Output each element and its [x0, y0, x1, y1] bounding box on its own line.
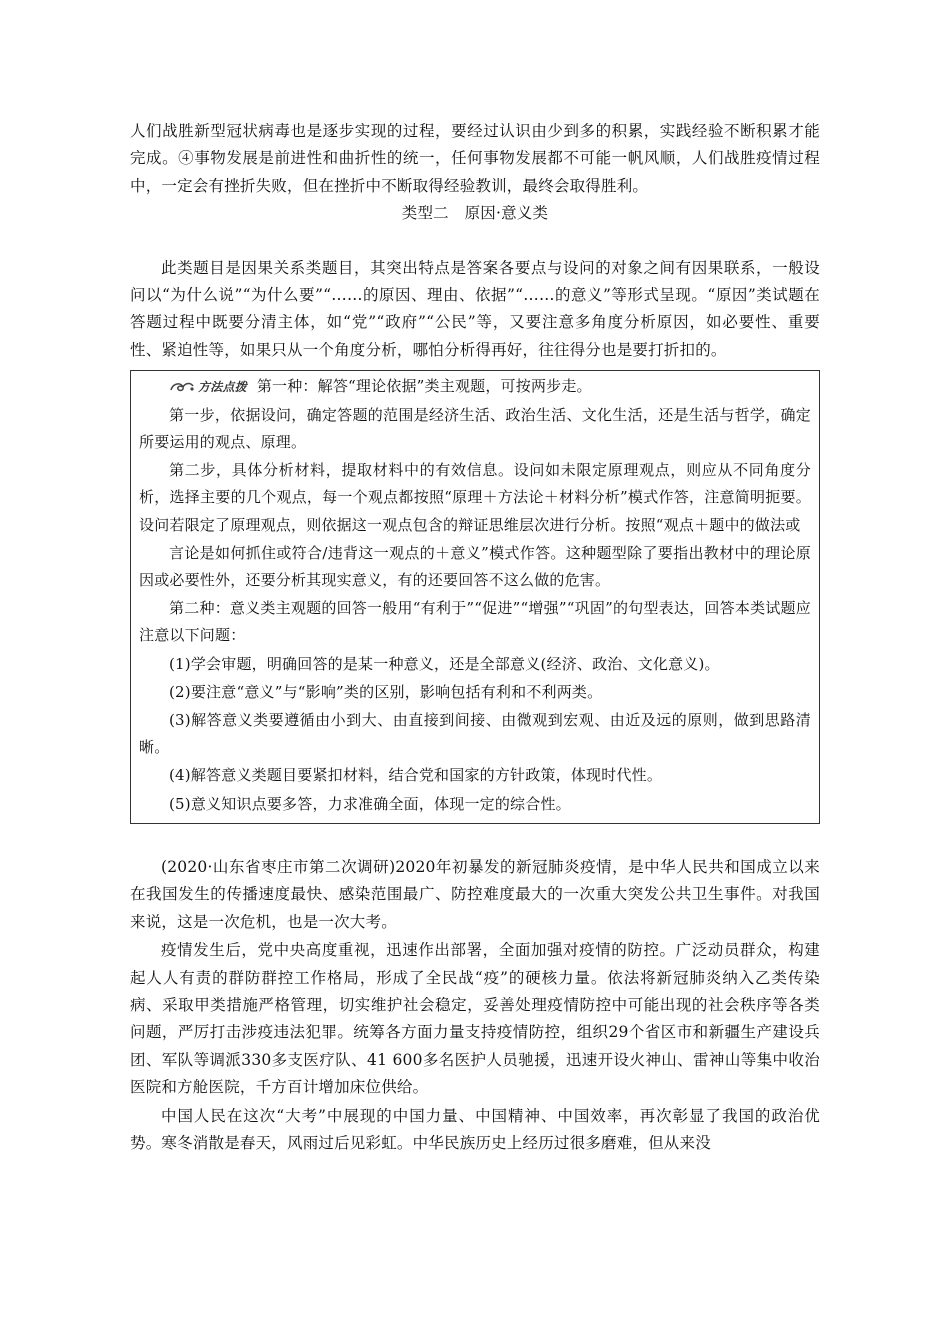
intro-paragraph: 此类题目是因果关系类题目，其突出特点是答案各要点与设问的对象之间有因果联系，一般设问以“为什么说”“为什么要”“……的原因、理由、依据”“……的意义”等形式呈现。“原因”类试题在答题过程中既要分清主体，如“党”“政府”“公民”等，又要注意多角度分析原因，如必要性、重要性、紧迫性等，如果只从一个角度分析，哪怕分析得再好，往往得分也是要打折扣的。 [130, 258, 820, 359]
top-paragraph: 人们战胜新型冠状病毒也是逐步实现的过程，要经过认识由少到多的积累，实践经验不断积累才能完成。④事物发展是前进性和曲折性的统一，任何事物发展都不可能一帆风顺，人们战胜疫情过程中，一定会有挫折失败，但在挫折中不断取得经验教训，最终会取得胜利。 [130, 122, 820, 195]
method-point-2: (2)要注意“意义”与“影响”类的区别，影响包括有利和不利两类。 [169, 682, 603, 701]
method-type-two: 第二种：意义类主观题的回答一般用“有利于”“促进”“增强”“巩固”的句型表达，回答本类试题应注意以下问题： [139, 599, 811, 645]
method-point-4: (4)解答意义类题目要紧扣材料，结合党和国家的方针政策，体现时代性。 [169, 766, 663, 785]
section-title: 类型二 原因·意义类 [401, 204, 549, 223]
problem-material [130, 854, 820, 1157]
method-tip-badge [169, 374, 247, 401]
method-point-3: (3)解答意义类要遵循由小到大、由直接到间接、由微观到宏观、由近及远的原则，做到思路清晰。 [139, 711, 811, 757]
document-page [130, 118, 820, 1158]
method-point-5: (5)意义知识点要多答，力求准确全面，体现一定的综合性。 [169, 794, 571, 813]
method-step-one: 第一步，依据设问，确定答题的范围是经济生活、政治生活、文化生活，还是生活与哲学，确定所要运用的观点、原理。 [139, 405, 811, 452]
method-step-two-continued: 言论是如何抓住或符合/违背这一观点的＋意义”模式作答。这种题型除了要指出教材中的理论原因或必要性外，还要分析其现实意义，有的还要回答不这么做的危害。 [139, 543, 811, 590]
swirl-icon [169, 380, 195, 394]
method-point-1: (1)学会审题，明确回答的是某一种意义，还是全部意义(经济、政治、文化意义)。 [169, 654, 720, 673]
problem-paragraph: 中国人民在这次“大考”中展现的中国力量、中国精神、中国效率，再次彰显了我国的政治优势。寒冬消散是春天，风雨过后见彩虹。中华民族历史上经历过很多磨难，但从来没 [130, 1106, 820, 1152]
method-tip-badge-label: 方法点拨 [198, 379, 247, 394]
method-step-two: 第二步，具体分析材料，提取材料中的有效信息。设问如未限定原理观点，则应从不同角度分析，选择主要的几个观点，每一个观点都按照“原理＋方法论＋材料分析”模式作答，注意简明扼要。设问若限定了原理观点，则依据这一观点包含的辩证思维层次进行分析。按照“观点＋题中的做法或 [139, 461, 811, 534]
problem-paragraph: 疫情发生后，党中央高度重视，迅速作出部署，全面加强对疫情的防控。广泛动员群众，构建起人人有责的群防群控工作格局，形成了全民战“疫”的硬核力量。依法将新冠肺炎纳入乙类传染病、采取甲类措施严格管理，切实维护社会稳定，妥善处理疫情防控中可能出现的社会秩序等各类问题，严厉打击涉疫违法犯罪。统筹各方面力量支持疫情防控，组织29个省区市和新疆生产建设兵团、军队等调派330多支医疗队、41 600多名医护人员驰援，迅速开设火神山、雷神山等集中收治医院和方舱医院，千方百计增加床位供给。 [130, 941, 820, 1097]
method-tip-heading [139, 373, 811, 401]
method-tip-heading-text: 第一种：解答“理论依据”类主观题，可按两步走。 [256, 377, 592, 396]
method-tip-box [130, 370, 820, 824]
problem-paragraph: (2020·山东省枣庄市第二次调研)2020年初暴发的新冠肺炎疫情，是中华人民共和国成立以来在我国发生的传播速度最快、感染范围最广、防控难度最大的一次重大突发公共卫生事件。对我国来说，这是一次危机，也是一次大考。 [130, 857, 820, 931]
